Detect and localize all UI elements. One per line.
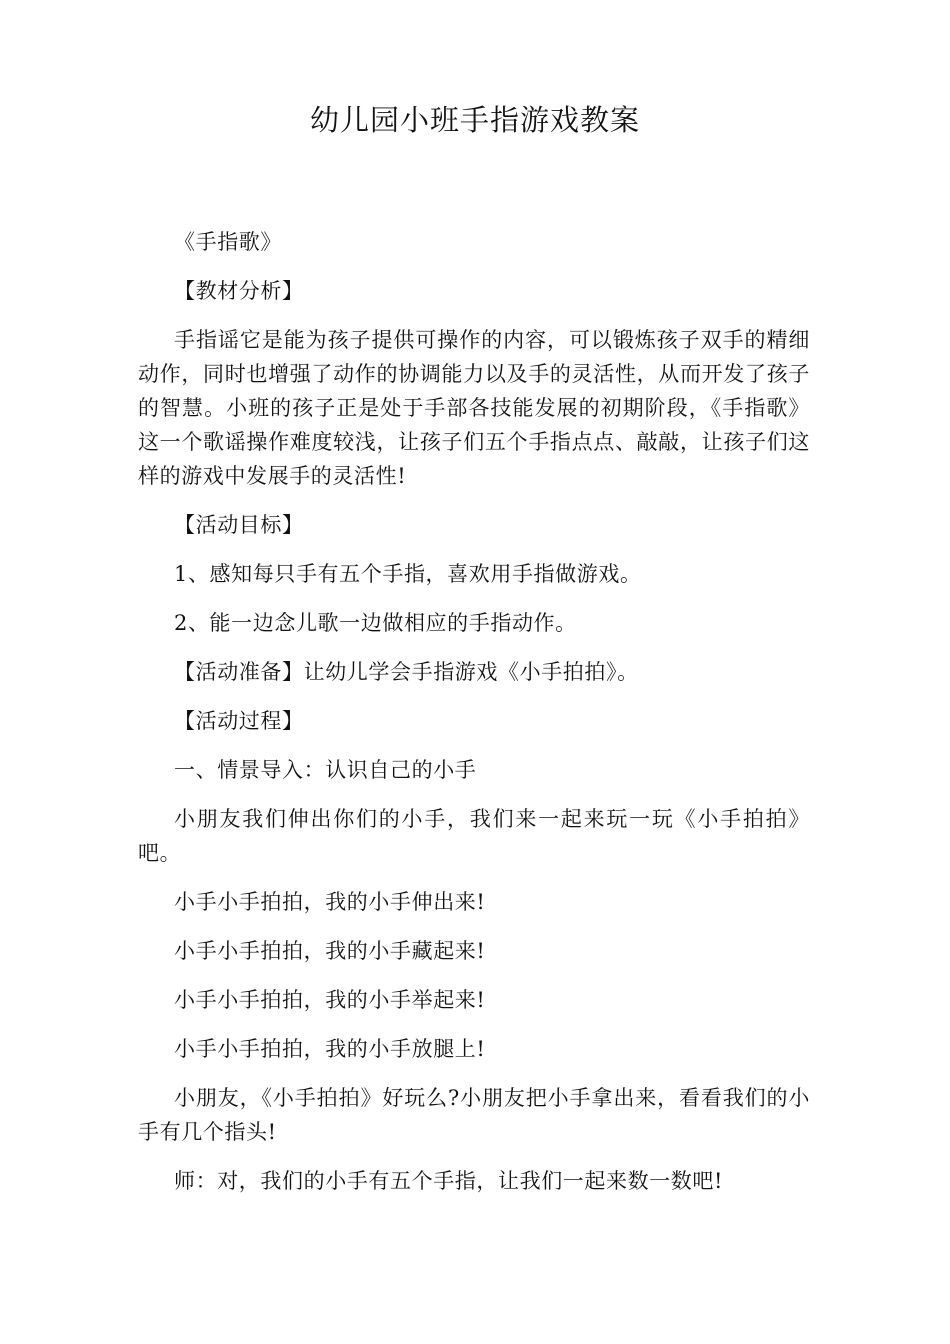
paragraph-step-1: 一、情景导入：认识自己的小手 <box>174 758 477 782</box>
document-title: 幼儿园小班手指游戏教案 <box>309 103 640 137</box>
paragraph-song-title: 《手指歌》 <box>174 230 282 254</box>
paragraph-heading-material-analysis: 【教材分析】 <box>174 279 304 303</box>
paragraph-rhyme-line-4: 小手小手拍拍，我的小手放腿上! <box>174 1037 486 1061</box>
paragraph-heading-objectives: 【活动目标】 <box>174 513 304 537</box>
paragraph-question: 小朋友，《小手拍拍》好玩么?小朋友把小手拿出来，看看我们的小手有几个指头! <box>138 1086 810 1144</box>
paragraph-material-analysis: 手指谣它是能为孩子提供可操作的内容，可以锻炼孩子双手的精细动作，同时也增强了动作的协调能力以及手的灵活性，从而开发了孩子的智慧。小班的孩子正是处于手部各技能发展的初期阶段，《手指歌》这一个歌谣操作难度较浅，让孩子们五个手指点点、敲敲，让孩子们这样的游戏中发展手的灵活性! <box>138 328 810 488</box>
paragraph-rhyme-line-2: 小手小手拍拍，我的小手藏起来! <box>174 939 486 963</box>
paragraph-rhyme-line-3: 小手小手拍拍，我的小手举起来! <box>174 988 486 1012</box>
paragraph-intro: 小朋友我们伸出你们的小手，我们来一起来玩一玩《小手拍拍》吧。 <box>138 807 810 865</box>
document-body <box>138 225 810 1213</box>
paragraph-preparation: 【活动准备】让幼儿学会手指游戏《小手拍拍》。 <box>174 660 639 684</box>
paragraph-objective-1: 1、感知每只手有五个手指，喜欢用手指做游戏。 <box>174 562 642 586</box>
paragraph-heading-process: 【活动过程】 <box>174 709 304 733</box>
paragraph-objective-2: 2、能一边念儿歌一边做相应的手指动作。 <box>174 611 577 635</box>
paragraph-teacher: 师：对，我们的小手有五个手指，让我们一起来数一数吧! <box>174 1169 724 1193</box>
paragraph-rhyme-line-1: 小手小手拍拍，我的小手伸出来! <box>174 890 486 914</box>
